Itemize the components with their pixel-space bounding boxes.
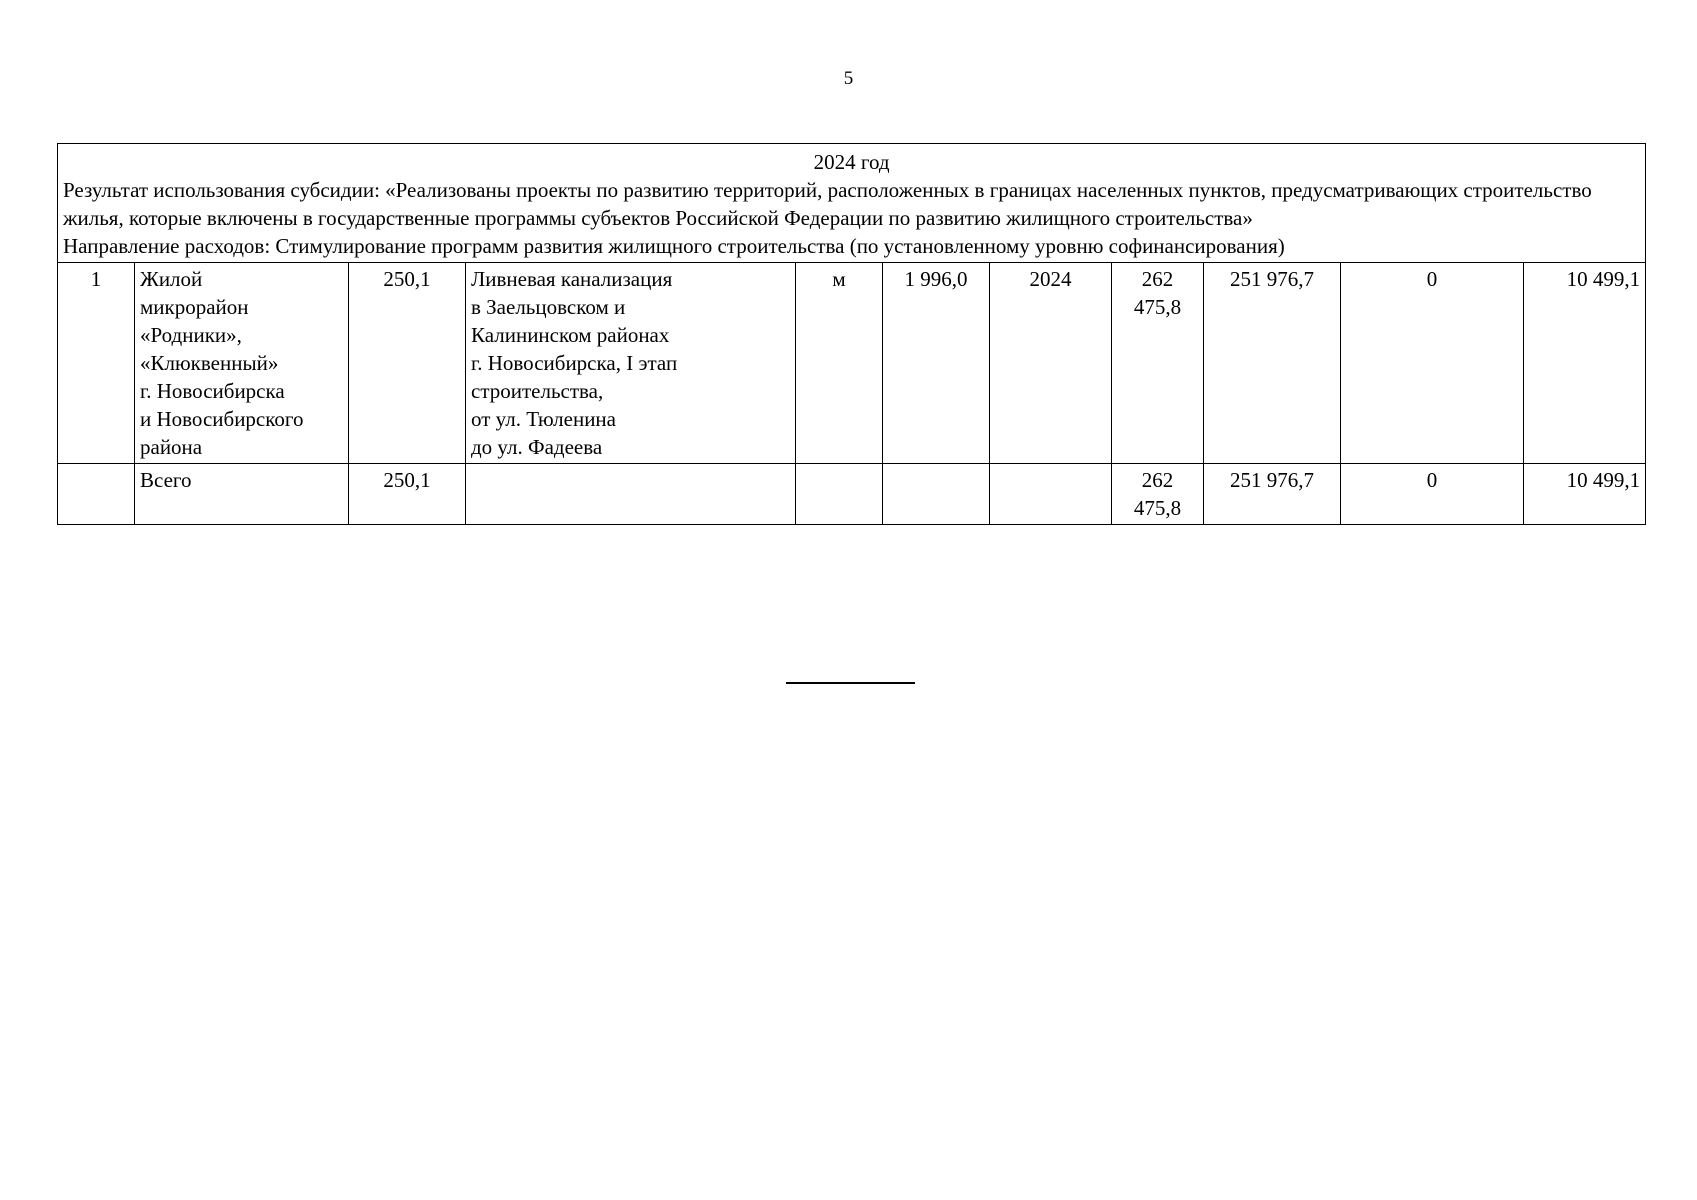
- subsidy-table: [57, 143, 1646, 525]
- subsidy-result-text: Результат использования субсидии: «Реализованы проекты по развитию территорий, расположенных в границах населенных пунктов, предусматривающих строительство жилья, которые включены в государственные программы субъектов Российской Федерации по развитию жилищного строительства»: [63, 178, 1592, 230]
- cell-unit: м: [796, 263, 883, 464]
- cell-total: 262 475,8: [1112, 263, 1204, 464]
- cell-year: [990, 464, 1112, 525]
- cell-name: Всего: [135, 464, 349, 525]
- cell-regional: 0: [1341, 464, 1524, 525]
- cell-total: 262 475,8: [1112, 464, 1204, 525]
- cell-local: 10 499,1: [1524, 464, 1646, 525]
- year-heading: 2024 год: [813, 150, 890, 174]
- cell-federal: 251 976,7: [1204, 263, 1341, 464]
- cell-object: Ливневая канализация в Заельцовском и Калининском районах г. Новосибирска, I этап строительства, от ул. Тюленина до ул. Фадеева: [466, 263, 796, 464]
- table-row-total: [58, 464, 1646, 525]
- page-number: 5: [843, 68, 854, 89]
- table-row: [58, 263, 1646, 464]
- cell-unit: [796, 464, 883, 525]
- cell-number: [58, 464, 135, 525]
- cell-regional: 0: [1341, 263, 1524, 464]
- cell-year: 2024: [990, 263, 1112, 464]
- table-header-cell: [58, 144, 1646, 263]
- cell-quantity: 1 996,0: [883, 263, 990, 464]
- cell-area: 250,1: [349, 263, 466, 464]
- footer-divider: [786, 682, 915, 684]
- cell-number: 1: [58, 263, 135, 464]
- cell-federal: 251 976,7: [1204, 464, 1341, 525]
- cell-object: [466, 464, 796, 525]
- cell-area: 250,1: [349, 464, 466, 525]
- table-header-row: [58, 144, 1646, 263]
- cell-name: Жилой микрорайон «Родники», «Клюквенный» г. Новосибирска и Новосибирского района: [135, 263, 349, 464]
- cell-quantity: [883, 464, 990, 525]
- cell-local: 10 499,1: [1524, 263, 1646, 464]
- expense-direction-text: Направление расходов: Стимулирование программ развития жилищного строительства (по установленному уровню софинансирования): [63, 234, 1285, 258]
